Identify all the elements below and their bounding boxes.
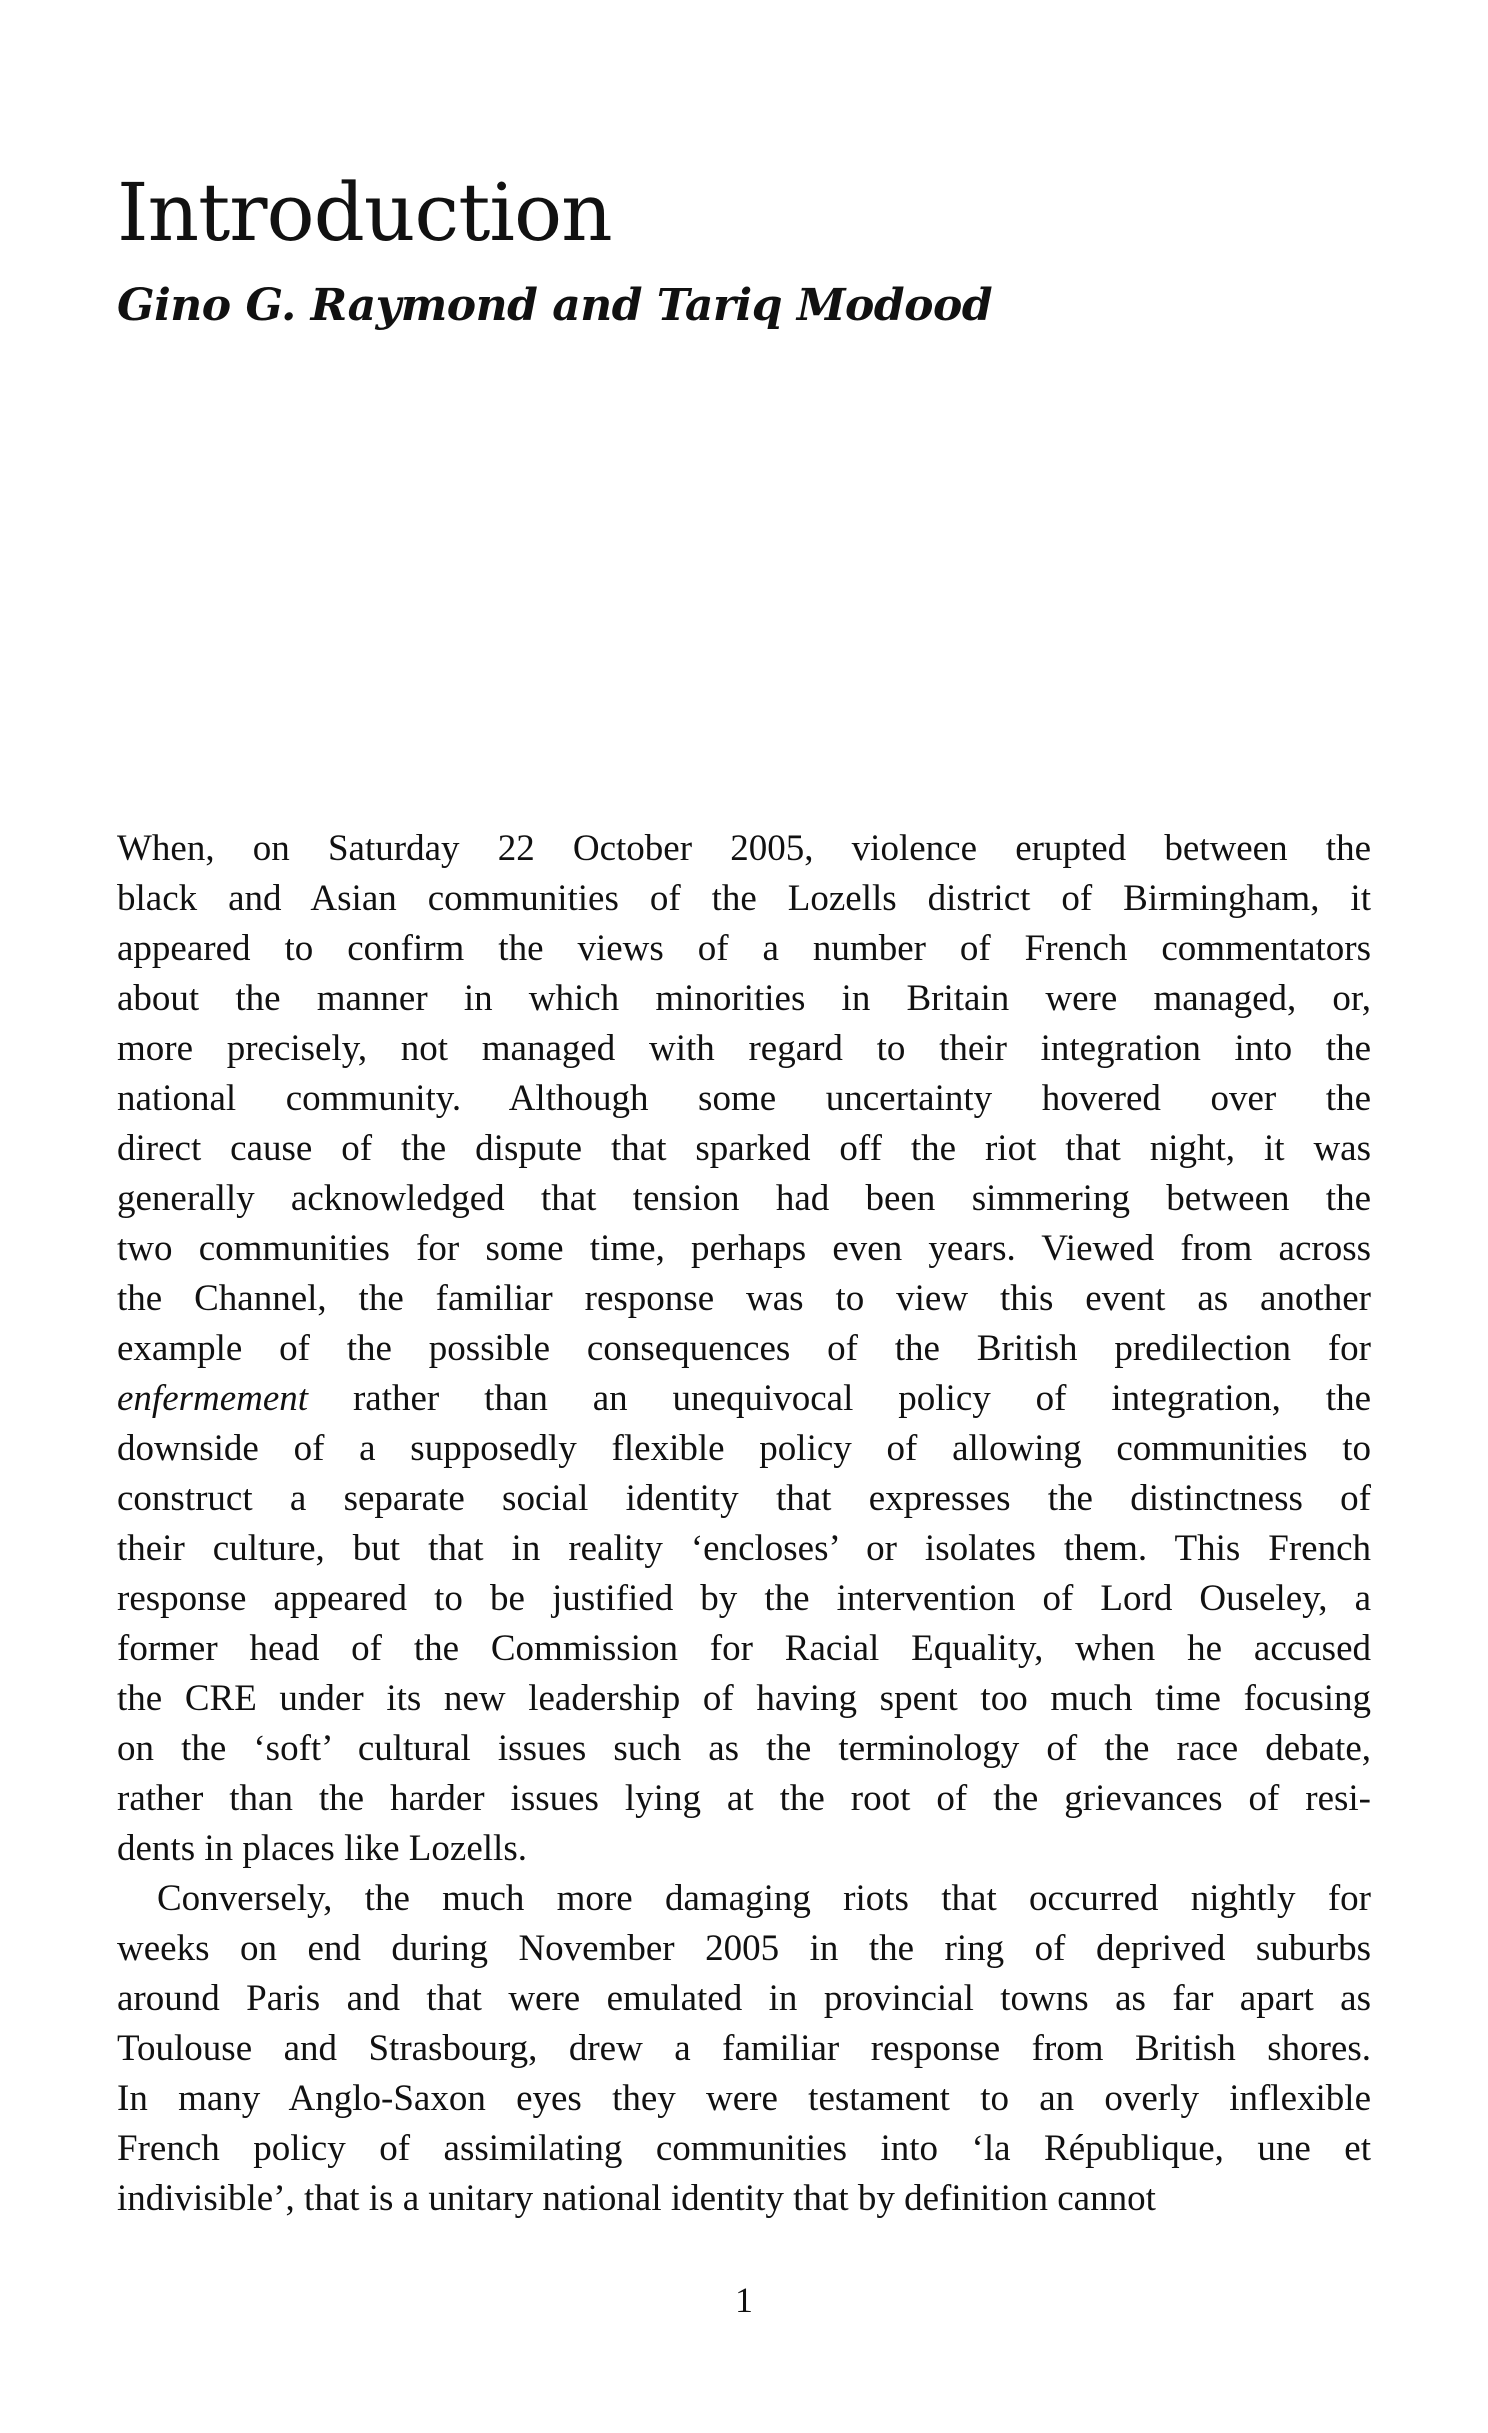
- text-line: response appeared to be justified by the intervention of Lord Ouseley, a: [117, 1578, 1371, 1619]
- text-line: construct a separate social identity that expresses the distinctness of: [117, 1478, 1371, 1519]
- text-line: Toulouse and Strasbourg, drew a familiar response from British shores.: [117, 2028, 1371, 2069]
- text-line: the CRE under its new leadership of having spent too much time focusing: [117, 1678, 1371, 1719]
- text-line: weeks on end during November 2005 in the ring of deprived suburbs: [117, 1928, 1371, 1969]
- text-line: example of the possible consequences of the British predilection for: [117, 1328, 1371, 1369]
- text-line: two communities for some time, perhaps even years. Viewed from across: [117, 1228, 1371, 1269]
- text-line: direct cause of the dispute that sparked off the riot that night, it was: [117, 1128, 1371, 1169]
- chapter-authors: Gino G. Raymond and Tariq Modood: [117, 280, 993, 331]
- text-line: dents in places like Lozells.: [117, 1828, 527, 1869]
- text-line: appeared to confirm the views of a number of French commentators: [117, 928, 1371, 969]
- text-line: Conversely, the much more damaging riots that occurred nightly for: [157, 1878, 1371, 1919]
- chapter-title: Introduction: [117, 166, 612, 259]
- text-line: more precisely, not managed with regard to their integration into the: [117, 1028, 1371, 1069]
- body-text: [117, 824, 1371, 2224]
- text-line: around Paris and that were emulated in provincial towns as far apart as: [117, 1978, 1371, 2019]
- text-line: their culture, but that in reality ‘encloses’ or isolates them. This French: [117, 1528, 1371, 1569]
- page-number: 1: [735, 2280, 753, 2320]
- text-line: about the manner in which minorities in Britain were managed, or,: [117, 978, 1371, 1019]
- text-line: enfermement rather than an unequivocal policy of integration, the: [117, 1378, 1371, 1419]
- text-line: national community. Although some uncertainty hovered over the: [117, 1078, 1371, 1119]
- text-line: In many Anglo-Saxon eyes they were testament to an overly inflexible: [117, 2078, 1371, 2119]
- paragraph: [117, 824, 1371, 1874]
- text-line: on the ‘soft’ cultural issues such as the terminology of the race debate,: [117, 1728, 1371, 1769]
- text-line: the Channel, the familiar response was to view this event as another: [117, 1278, 1371, 1319]
- text-line: former head of the Commission for Racial Equality, when he accused: [117, 1628, 1371, 1669]
- paragraph: [117, 1874, 1371, 2224]
- text-line: When, on Saturday 22 October 2005, violence erupted between the: [117, 828, 1371, 869]
- text-line: indivisible’, that is a unitary national identity that by definition cannot: [117, 2178, 1156, 2219]
- italic-term: enfermement: [117, 1378, 309, 1419]
- text-line: rather than the harder issues lying at the root of the grievances of resi-: [117, 1778, 1371, 1819]
- text-line: French policy of assimilating communities into ‘la République, une et: [117, 2128, 1371, 2169]
- text-line: downside of a supposedly flexible policy of allowing communities to: [117, 1428, 1371, 1469]
- text-line: generally acknowledged that tension had been simmering between the: [117, 1178, 1371, 1219]
- text-line: black and Asian communities of the Lozells district of Birmingham, it: [117, 878, 1371, 919]
